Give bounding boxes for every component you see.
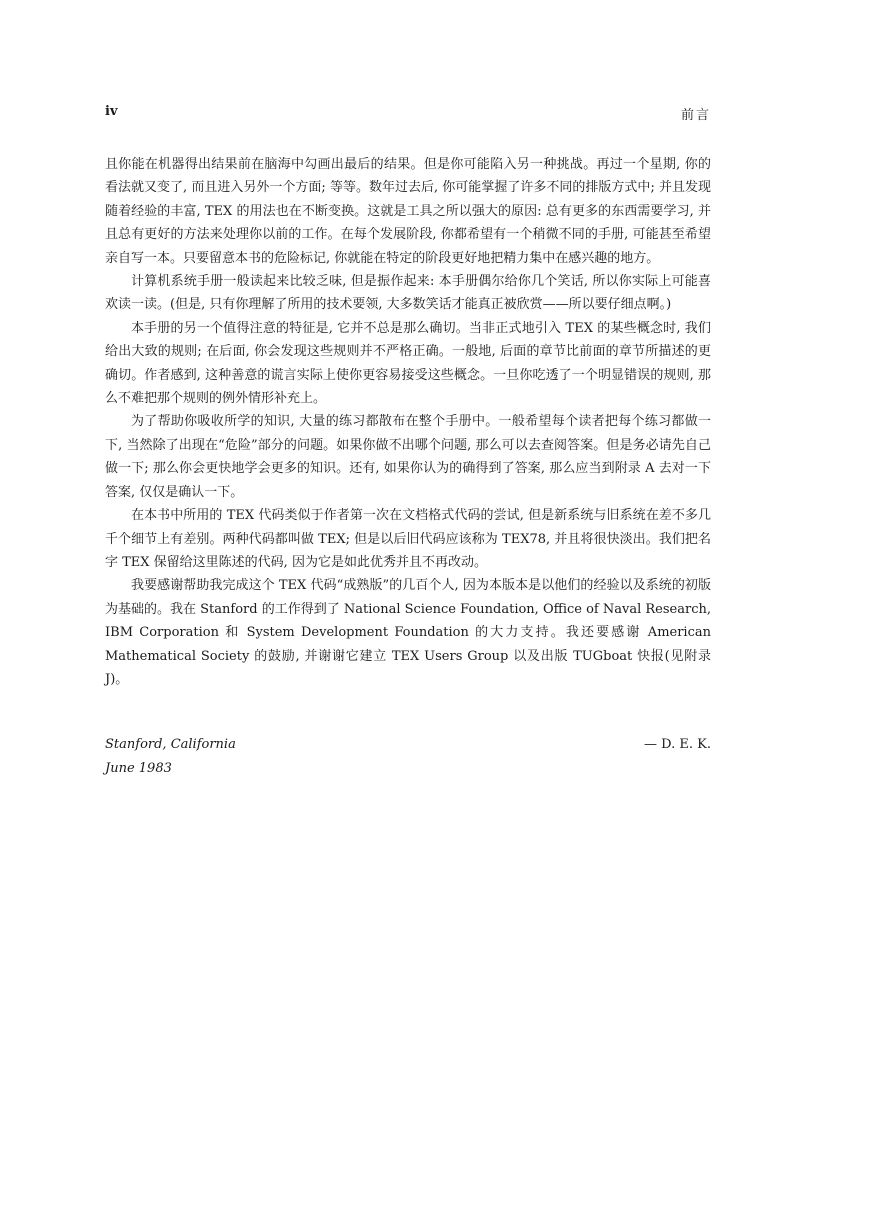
paragraph-tex-versions: 在本书中所用的 TEX 代码类似于作者第一次在文档格式代码的尝试, 但是新系统与旧系统在差不多几千个细节上有差别。两种代码都叫做 TEX; 但是以后旧代码应该称为 TEX78, 并且将很快淡出。我们把名字 TEX 保留给这里陈述的代码, 因为它是如此优秀并且不再改动。 (105, 508, 711, 570)
signature-author: — D. E. K. (644, 737, 711, 752)
running-header (105, 104, 711, 126)
paragraph-precision: 本手册的另一个值得注意的特征是, 它并不总是那么确切。当非正式地引入 TEX 的某些概念时, 我们给出大致的规则; 在后面, 你会发现这些规则并不严格正确。一般地, 后面的章节比前面的章节所描述的更确切。作者感到, 这种善意的谎言实际上使你更容易接受这些概念。一旦你吃透了一个明显错误的规则, 那么不难把那个规则的例外情形补充上。 (105, 320, 711, 407)
signature-place: Stanford, California (105, 737, 236, 752)
chapter-title: 前言 (680, 108, 711, 123)
signature-date: June 1983 (105, 760, 172, 776)
body-text (105, 153, 711, 691)
paragraph-continued: 且你能在机器得出结果前在脑海中勾画出最后的结果。但是你可能陷入另一种挑战。再过一个星期, 你的看法就又变了, 而且进入另外一个方面; 等等。数年过去后, 你可能掌握了许多不同的排版方式中; 并且发现随着经验的丰富, TEX 的用法也在不断变换。这就是工具之所以强大的原因: 总有更多的东西需要学习, 并且总有更好的方法来处理你以前的工作。在每个发展阶段, 你都希望有一个稍微不同的手册, 可能甚至希望亲自写一本。只要留意本书的危险标记, 你就能在特定的阶段更好地把精力集中在感兴趣的地方。 (105, 157, 711, 266)
signature-block (105, 733, 711, 780)
page-number: iv (105, 104, 118, 119)
paragraph-acknowledgements: 我要感谢帮助我完成这个 TEX 代码“成熟版”的几百个人, 因为本版本是以他们的经验以及系统的初版为基础的。我在 Stanford 的工作得到了 National Science Foundation, Office of Naval Research, IBM Corporation 和 System Development Foundation 的大力支持。我还要感谢 American Mathematical Society 的鼓励, 并谢谢它建立 TEX Users Group 以及出版 TUGboat 快报(见附录 J)。 (105, 578, 711, 687)
paragraph-exercises: 为了帮助你吸收所学的知识, 大量的练习都散布在整个手册中。一般希望每个读者把每个练习都做一下, 当然除了出现在“危险”部分的问题。如果你做不出哪个问题, 那么可以去查阅答案。但是务必请先自己做一下; 那么你会更快地学会更多的知识。还有, 如果你认为的确得到了答案, 那么应当到附录 A 去对一下答案, 仅仅是确认一下。 (105, 414, 711, 500)
paragraph-jokes: 计算机系统手册一般读起来比较乏味, 但是振作起来: 本手册偶尔给你几个笑话, 所以你实际上可能喜欢读一读。(但是, 只有你理解了所用的技术要领, 大多数笑话才能真正被欣赏——所以要仔细点啊。) (105, 274, 711, 313)
